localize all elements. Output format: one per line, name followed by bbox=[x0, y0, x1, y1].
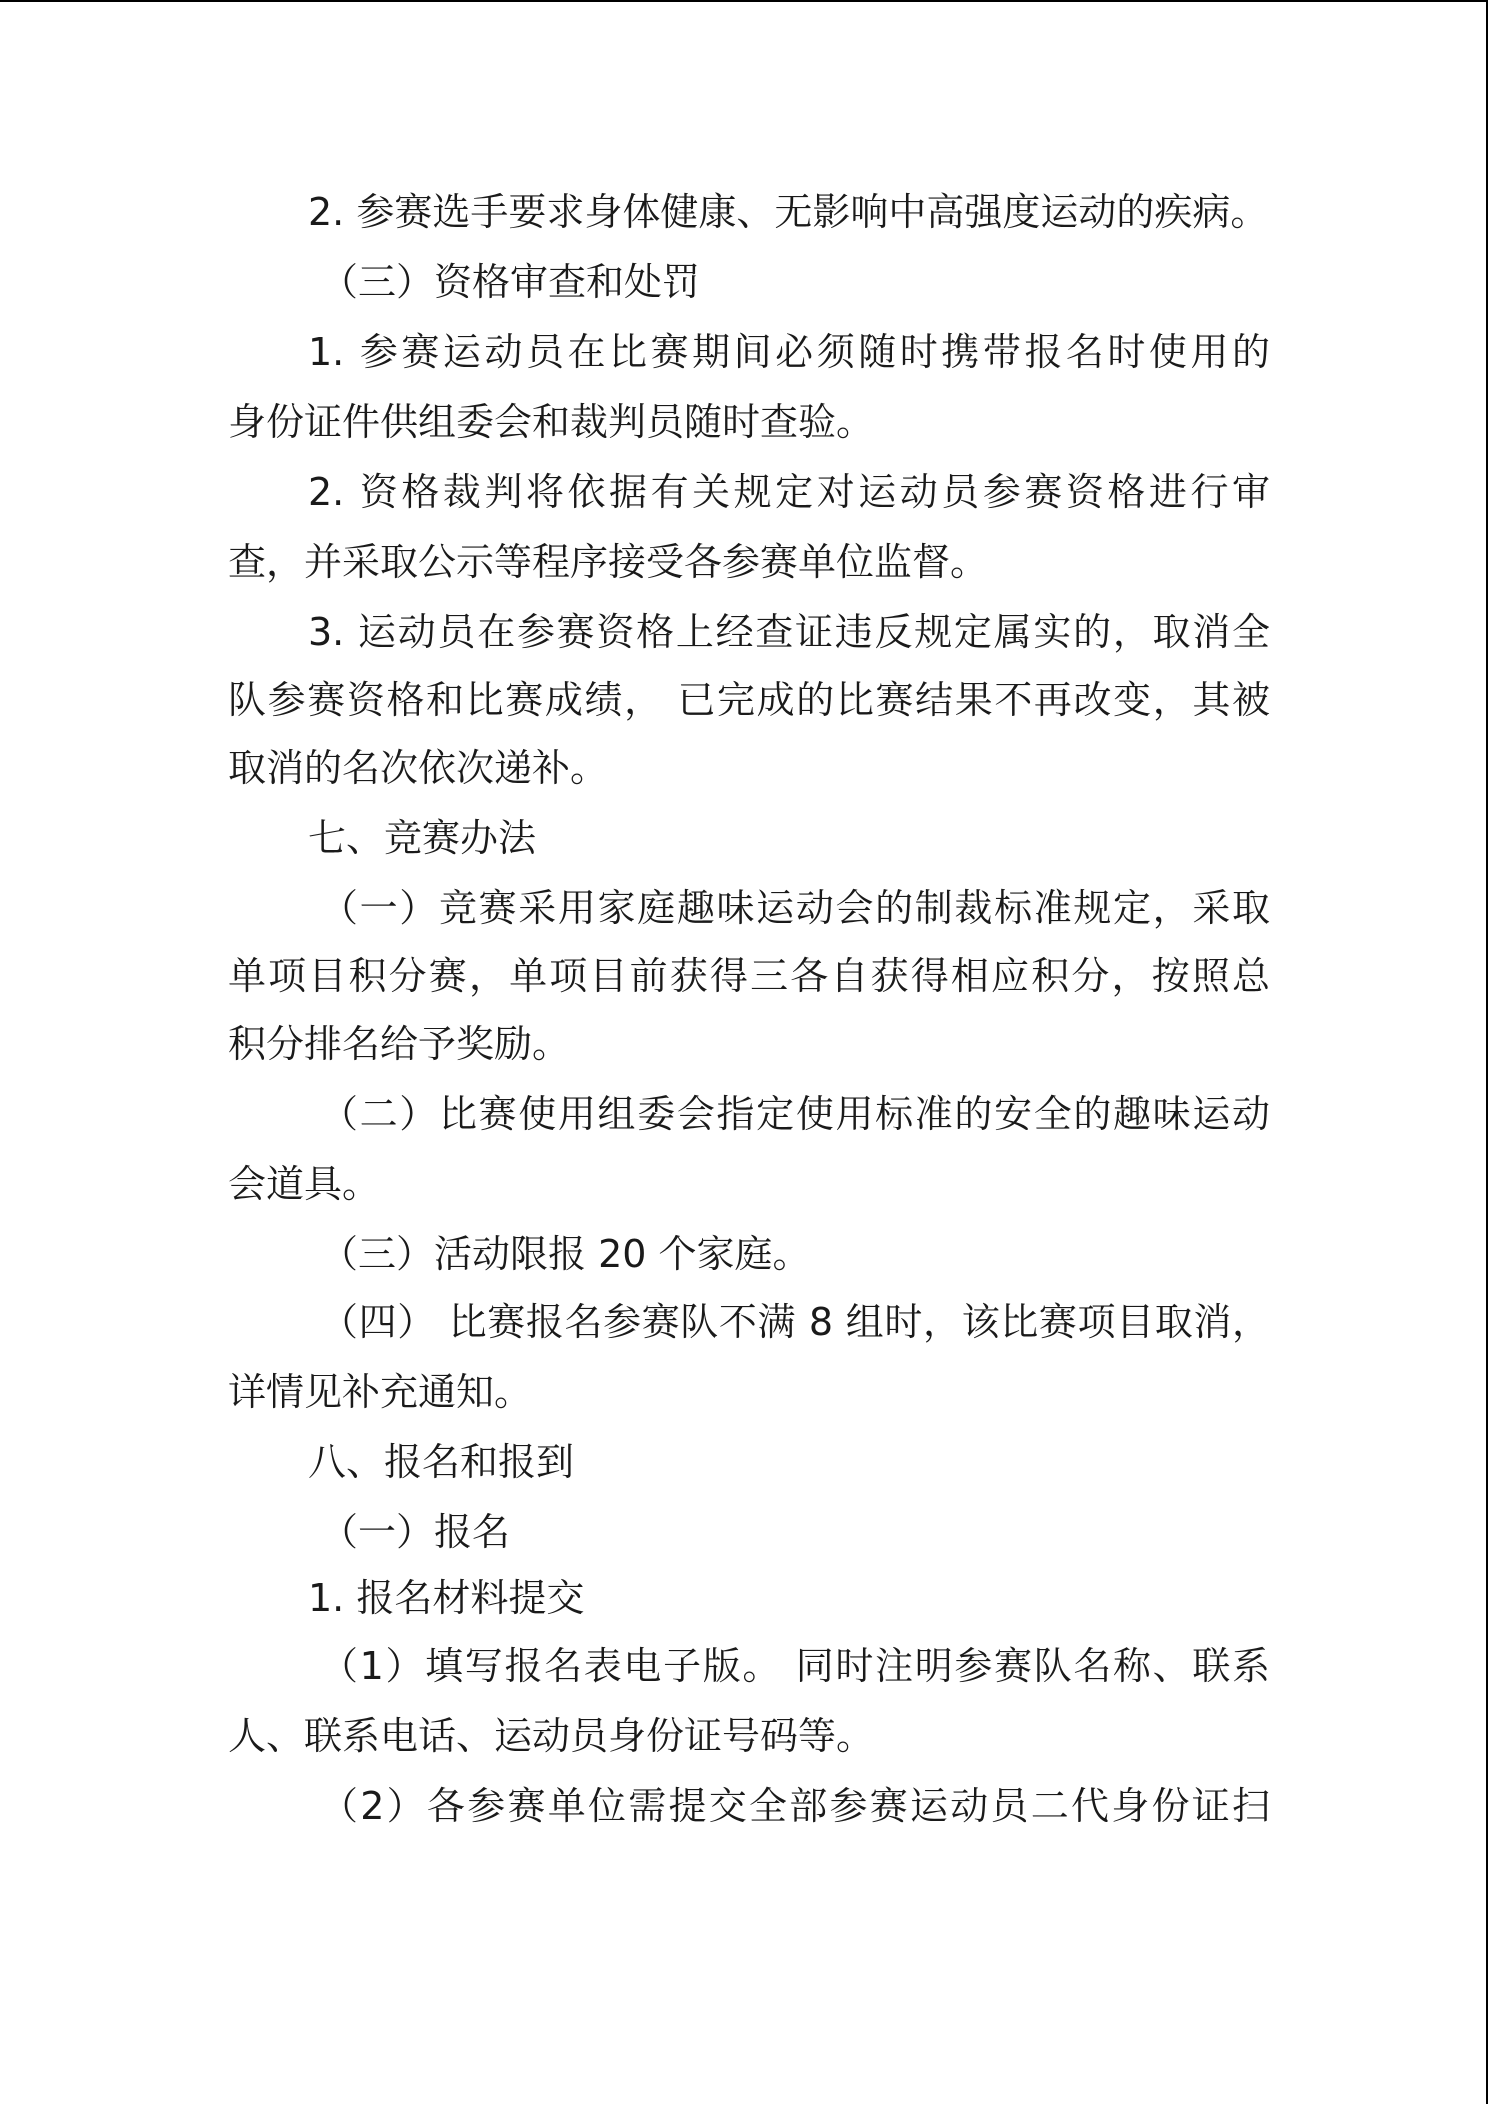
paragraph-line: 2. 资格裁判将依据有关规定对运动员参赛资格进行审 bbox=[308, 470, 1270, 514]
paragraph-line: （一）竞赛采用家庭趣味运动会的制裁标准规定，采取 bbox=[320, 886, 1270, 930]
subsection-heading: 1. 报名材料提交 bbox=[308, 1576, 585, 1620]
paragraph-line: 积分排名给予奖励。 bbox=[228, 1022, 571, 1066]
paragraph-line: 1. 参赛运动员在比赛期间必须随时携带报名时使用的 bbox=[308, 330, 1270, 374]
page-border-top bbox=[0, 0, 1488, 2]
paragraph-line: 身份证件供组委会和裁判员随时查验。 bbox=[228, 400, 875, 444]
paragraph-line: （三）活动限报 20 个家庭。 bbox=[320, 1232, 811, 1276]
paragraph-line: 队参赛资格和比赛成绩， 已完成的比赛结果不再改变，其被 bbox=[228, 678, 1270, 722]
paragraph-line: 人、联系电话、运动员身份证号码等。 bbox=[228, 1714, 875, 1758]
paragraph-line: 查，并采取公示等程序接受各参赛单位监督。 bbox=[228, 540, 989, 584]
chapter-heading: 七、竞赛办法 bbox=[308, 816, 537, 860]
paragraph-line: 单项目积分赛，单项目前获得三各自获得相应积分，按照总 bbox=[228, 954, 1270, 998]
paragraph-line: 取消的名次依次递补。 bbox=[228, 746, 609, 790]
paragraph-line: 2. 参赛选手要求身体健康、无影响中高强度运动的疾病。 bbox=[308, 190, 1269, 234]
paragraph-line: 3. 运动员在参赛资格上经查证违反规定属实的，取消全 bbox=[308, 610, 1270, 654]
paragraph-line: （四） 比赛报名参赛队不满 8 组时，该比赛项目取消， bbox=[320, 1300, 1270, 1344]
paragraph-line: 会道具。 bbox=[228, 1162, 381, 1206]
paragraph-line: 详情见补充通知。 bbox=[228, 1370, 533, 1414]
paragraph-line: （1）填写报名表电子版。 同时注明参赛队名称、联系 bbox=[320, 1644, 1270, 1688]
chapter-heading: 八、报名和报到 bbox=[308, 1440, 575, 1484]
section-heading: （一）报名 bbox=[320, 1510, 511, 1554]
paragraph-line: （二）比赛使用组委会指定使用标准的安全的趣味运动 bbox=[320, 1092, 1270, 1136]
paragraph-line: （2）各参赛单位需提交全部参赛运动员二代身份证扫 bbox=[320, 1784, 1270, 1828]
section-heading: （三）资格审查和处罚 bbox=[320, 260, 701, 304]
